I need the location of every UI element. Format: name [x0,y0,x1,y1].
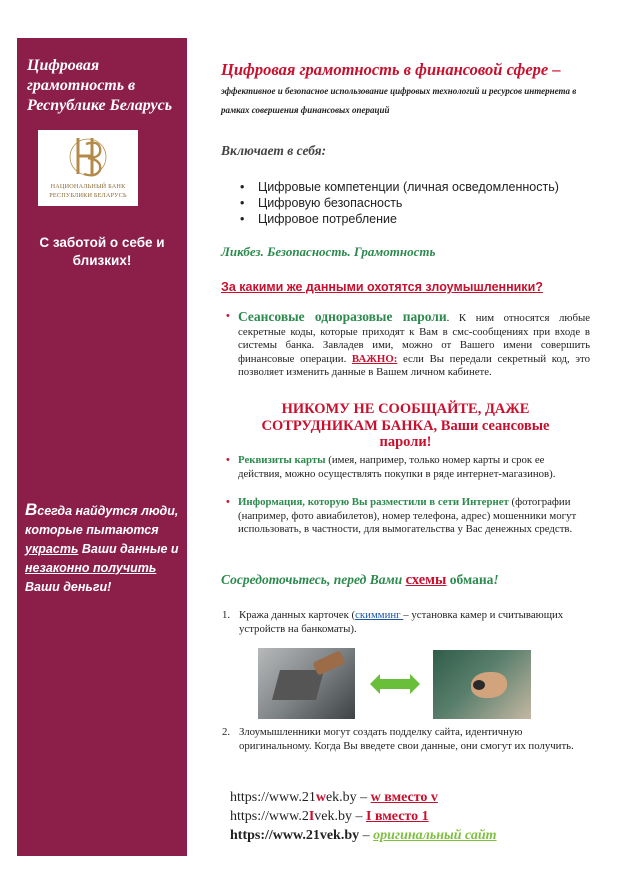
atm-hand-photo [433,650,531,719]
schemes-heading [221,572,499,589]
focus-bang: ! [493,572,499,587]
item-number: 2. [222,726,231,738]
bullet-icon: • [226,454,230,466]
url-fake-2 [230,807,497,826]
url-fake-1 [230,788,497,807]
term: Информация, которую Вы разместили в сети Интернет [238,496,509,508]
motto: Ликбез. Безопасность. Грамотность [221,244,436,259]
list-item: • Цифровое потребление [240,211,559,227]
url-part: https://www.21 [230,790,316,805]
url-part: https://www.21vek.by [230,828,360,843]
schemes-word: схемы [405,572,447,588]
skimming-link[interactable]: скимминг [355,609,404,621]
list-item: • Цифровые компетенции (личная осведомленность) [240,179,559,195]
important-label: ВАЖНО: [351,352,398,365]
list-item: • Цифровую безопасность [240,195,559,211]
never-share-warning: НИКОМУ НЕ СООБЩАЙТЕ, ДАЖЕ СОТРУДНИКАМ БАНКА, Ваши сеансовые пароли! [261,401,550,450]
warning-illegal: незаконно получить [25,561,157,575]
sidebar-title: Цифровая грамотность в Республике Беларусь [27,57,172,114]
url-part: https://www.2 [230,809,309,824]
sidebar-slogan: С заботой о себе и близких! [39,235,165,268]
item-text: . К ним относятся любые секретные коды, которые приходят к Вам в смс-сообщениях при входе в системы банка. Завладев ими, можно от Вашего имени совершить финансовые операции. [238,312,590,365]
url-examples [230,788,497,845]
item-number: 1. [222,609,231,621]
list-item-passwords [226,309,590,380]
url-note: оригинальный сайт [373,828,497,843]
national-bank-logo [38,130,138,206]
url-note: w вместо v [370,790,438,805]
warning-text: сегда найдутся люди, которые пытаются [25,504,179,537]
question-heading: За какими же данными охотятся злоумышленники? [221,280,543,294]
numbered-item-skimming [222,609,582,636]
url-note: I вместо 1 [366,809,429,824]
term: Реквизиты карты [238,454,326,466]
focus-text: обмана [446,572,494,587]
warning-text: Ваши деньги! [25,580,112,594]
includes-label: Включает в себя: [221,143,327,158]
sidebar-warning [25,500,185,597]
url-mark: w [315,790,326,805]
double-arrow-icon [370,674,420,694]
bullet-icon: • [226,310,230,322]
item-text: (имея, например, только номер карты и срок ее действия, можно осуществлять покупки в ряде интернет-магазинов). [238,454,556,480]
list-item-card-details [226,454,590,481]
warning-text: Ваши данные и [78,542,179,556]
url-part: – [359,828,374,843]
bank-monogram-icon [68,134,108,180]
skimming-illustration [258,648,578,728]
item-text: Кража данных карточек ( [239,609,356,621]
url-part: vek.by – [314,809,366,824]
includes-list [240,179,559,227]
item-text: Злоумышленники могут создать подделку сайта, идентичную оригинальному. Когда Вы введете свои данные, они смогут их получить. [239,726,574,752]
item-text: если Вы передали секретный код, это позволяет изменить данные в Вашем личном кабинете. [238,352,590,378]
url-mark: I [308,809,315,824]
url-part: ek.by – [325,790,371,805]
atm-keypad-photo [258,648,355,719]
numbered-item-phishing [222,726,582,753]
list-item-internet-info [226,496,590,537]
url-original [230,826,497,845]
warning-initial: В [25,500,38,519]
focus-text: Сосредоточьтесь, перед Вами [221,572,406,587]
page-title [221,60,593,117]
term: Сеансовые одноразовые пароли [238,309,447,324]
logo-text-line2: РЕСПУБЛИКИ БЕЛАРУСЬ [49,192,127,199]
title-text: Цифровая грамотность в финансовой сфере – [221,60,561,79]
item-text: – установка камер и считывающих устройств на банкоматы). [239,609,564,635]
warning-steal: украсть [25,542,79,556]
item-text: (фотографии (например, фото авиабилетов), номер телефона, адрес) мошенники могут использовать, в частности, для вымогательства у Вас денежных средств. [238,496,577,535]
logo-text-line1: НАЦИОНАЛЬНЫЙ БАНК [50,183,126,190]
title-subtitle: эффективное и безопасное использование цифровых технологий и ресурсов интернета в рамках совершения финансовых операций [221,86,577,115]
bullet-icon: • [226,496,230,508]
sidebar [17,38,187,856]
